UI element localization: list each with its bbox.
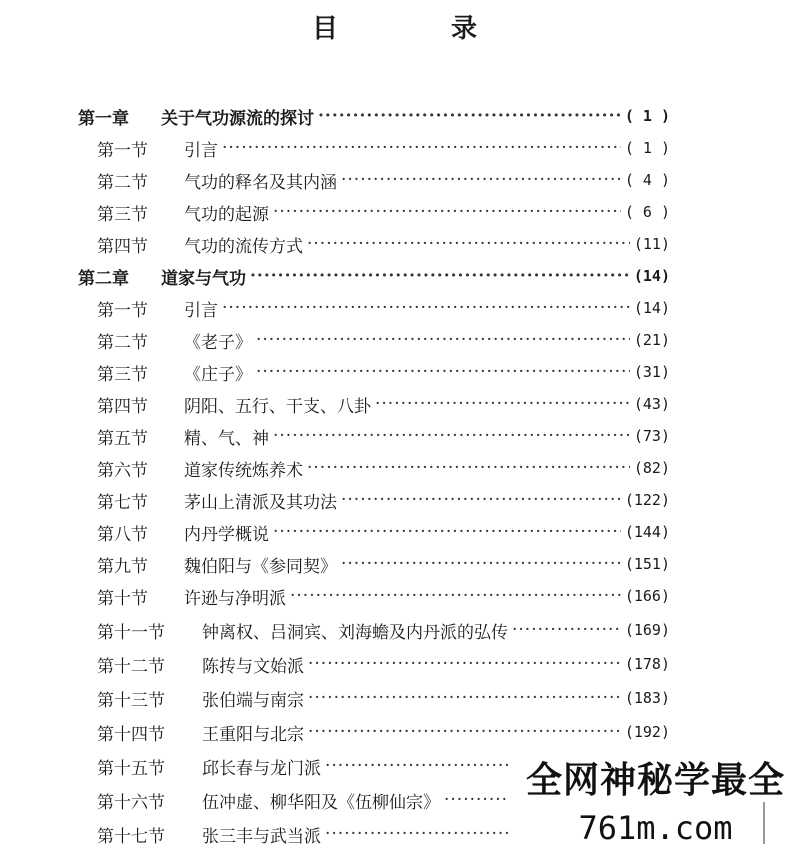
toc-leader-dots [308, 654, 621, 674]
toc-entry-page: (178) [624, 655, 670, 673]
watermark-overlay [508, 748, 803, 855]
toc-entry-title: 道家传统炼养术 [184, 460, 303, 481]
toc-entry-title: 阴阳、五行、干支、八卦 [184, 396, 371, 417]
toc-entry-label: 第十节 [97, 588, 148, 609]
toc-entry-label: 第十六节 [97, 792, 165, 813]
toc-leader-dots [256, 330, 630, 350]
toc-entry-page: (122) [624, 491, 670, 509]
toc-leader-dots [256, 362, 630, 382]
toc-entry-label: 第十五节 [97, 758, 165, 779]
toc-entry-page: (31) [633, 363, 670, 381]
toc-section [97, 422, 670, 450]
toc-section [97, 650, 670, 678]
toc-entry-title: 《老子》 [184, 332, 252, 353]
toc-section [97, 134, 670, 162]
toc-entry-title: 陈抟与文始派 [202, 656, 304, 677]
toc-section [97, 518, 670, 546]
toc-entry-title: 钟离权、吕洞宾、刘海蟾及内丹派的弘传 [202, 622, 508, 643]
toc-entry-title: 邱长春与龙门派 [202, 758, 321, 779]
toc-leader-dots [273, 426, 630, 446]
toc-entry-label: 第七节 [97, 492, 148, 513]
toc-entry-label: 第六节 [97, 460, 148, 481]
toc-entry-title: 许逊与净明派 [184, 588, 286, 609]
toc-section [97, 166, 670, 194]
toc-section [97, 616, 670, 644]
toc-entry-page: (14) [633, 267, 670, 285]
toc-entry-label: 第一章 [78, 108, 129, 129]
toc-entry-label: 第二章 [78, 268, 129, 289]
toc-entry-page: ( 6 ) [624, 203, 670, 221]
toc-entry-title: 《庄子》 [184, 364, 252, 385]
toc-entry-label: 第二节 [97, 332, 148, 353]
toc-leader-dots [341, 554, 621, 574]
toc-entry-page: (151) [624, 555, 670, 573]
toc-leader-dots [273, 202, 621, 222]
toc-entry-title: 气功的释名及其内涵 [184, 172, 337, 193]
toc-entry-title: 张三丰与武当派 [202, 826, 321, 847]
toc-entry-page: (192) [624, 723, 670, 741]
toc-entry-label: 第九节 [97, 556, 148, 577]
toc-leader-dots [512, 620, 621, 640]
toc-entry-title: 精、气、神 [184, 428, 269, 449]
toc-entry-page: (73) [633, 427, 670, 445]
toc-section [97, 454, 670, 482]
toc-entry-page: ( 1 ) [624, 139, 670, 157]
toc-section [97, 486, 670, 514]
toc-leader-dots [375, 394, 630, 414]
toc-leader-dots [250, 266, 630, 286]
toc-section [97, 358, 670, 386]
toc-entry-label: 第十七节 [97, 826, 165, 847]
toc-entry-label: 第十四节 [97, 724, 165, 745]
toc-entry-page: ( 1 ) [624, 107, 670, 125]
toc-section [97, 294, 670, 322]
toc-entry-label: 第十二节 [97, 656, 165, 677]
toc-entry-label: 第四节 [97, 236, 148, 257]
toc-entry-title: 气功的起源 [184, 204, 269, 225]
toc-chapter-1 [78, 102, 670, 130]
toc-leader-dots [273, 522, 621, 542]
toc-entry-label: 第三节 [97, 364, 148, 385]
toc-entry-title: 魏伯阳与《参同契》 [184, 556, 337, 577]
toc-entry-label: 第四节 [97, 396, 148, 417]
toc-entry-page: (43) [633, 395, 670, 413]
toc-entry-title: 引言 [184, 140, 218, 161]
toc-section [97, 198, 670, 226]
toc-leader-dots [222, 298, 630, 318]
toc-section [97, 684, 670, 712]
toc-section [97, 230, 670, 258]
toc-section [97, 326, 670, 354]
toc-entry-label: 第三节 [97, 204, 148, 225]
watermark-divider [763, 802, 765, 844]
toc-leader-dots [307, 458, 630, 478]
toc-entry-label: 第八节 [97, 524, 148, 545]
toc-entry-page: (14) [633, 299, 670, 317]
toc-entry-title: 道家与气功 [161, 268, 246, 289]
toc-entry-title: 内丹学概说 [184, 524, 269, 545]
toc-section [97, 550, 670, 578]
watermark-url: 761m.com [578, 809, 733, 847]
toc-entry-label: 第一节 [97, 300, 148, 321]
toc-entry-label: 第二节 [97, 172, 148, 193]
toc-entry-page: (21) [633, 331, 670, 349]
toc-entry-label: 第十一节 [97, 622, 165, 643]
page-title: 目 录 [311, 14, 530, 44]
toc-entry-title: 茅山上清派及其功法 [184, 492, 337, 513]
toc-section [97, 718, 670, 746]
toc-section [97, 390, 670, 418]
toc-leader-dots [307, 234, 630, 254]
toc-entry-label: 第一节 [97, 140, 148, 161]
toc-entry-title: 引言 [184, 300, 218, 321]
toc-entry-page: (82) [633, 459, 670, 477]
toc-entry-page: ( 4 ) [624, 171, 670, 189]
toc-entry-title: 关于气功源流的探讨 [161, 108, 314, 129]
toc-entry-title: 伍冲虚、柳华阳及《伍柳仙宗》 [202, 792, 440, 813]
watermark-slogan: 全网神秘学最全 [525, 760, 785, 801]
toc-entry-label: 第十三节 [97, 690, 165, 711]
toc-leader-dots [222, 138, 621, 158]
toc-entry-label: 第五节 [97, 428, 148, 449]
toc-entry-page: (169) [624, 621, 670, 639]
toc-leader-dots [308, 722, 621, 742]
toc-entry-page: (11) [633, 235, 670, 253]
toc-leader-dots [290, 586, 621, 606]
toc-entry-page: (144) [624, 523, 670, 541]
toc-section [97, 582, 670, 610]
toc-entry-title: 张伯端与南宗 [202, 690, 304, 711]
toc-entry-page: (166) [624, 587, 670, 605]
toc-entry-title: 气功的流传方式 [184, 236, 303, 257]
toc-entry-title: 王重阳与北宗 [202, 724, 304, 745]
toc-leader-dots [308, 688, 621, 708]
toc-chapter-2 [78, 262, 670, 290]
toc-leader-dots [341, 170, 621, 190]
toc-entry-page: (183) [624, 689, 670, 707]
toc-leader-dots [341, 490, 621, 510]
toc-leader-dots [318, 106, 621, 126]
